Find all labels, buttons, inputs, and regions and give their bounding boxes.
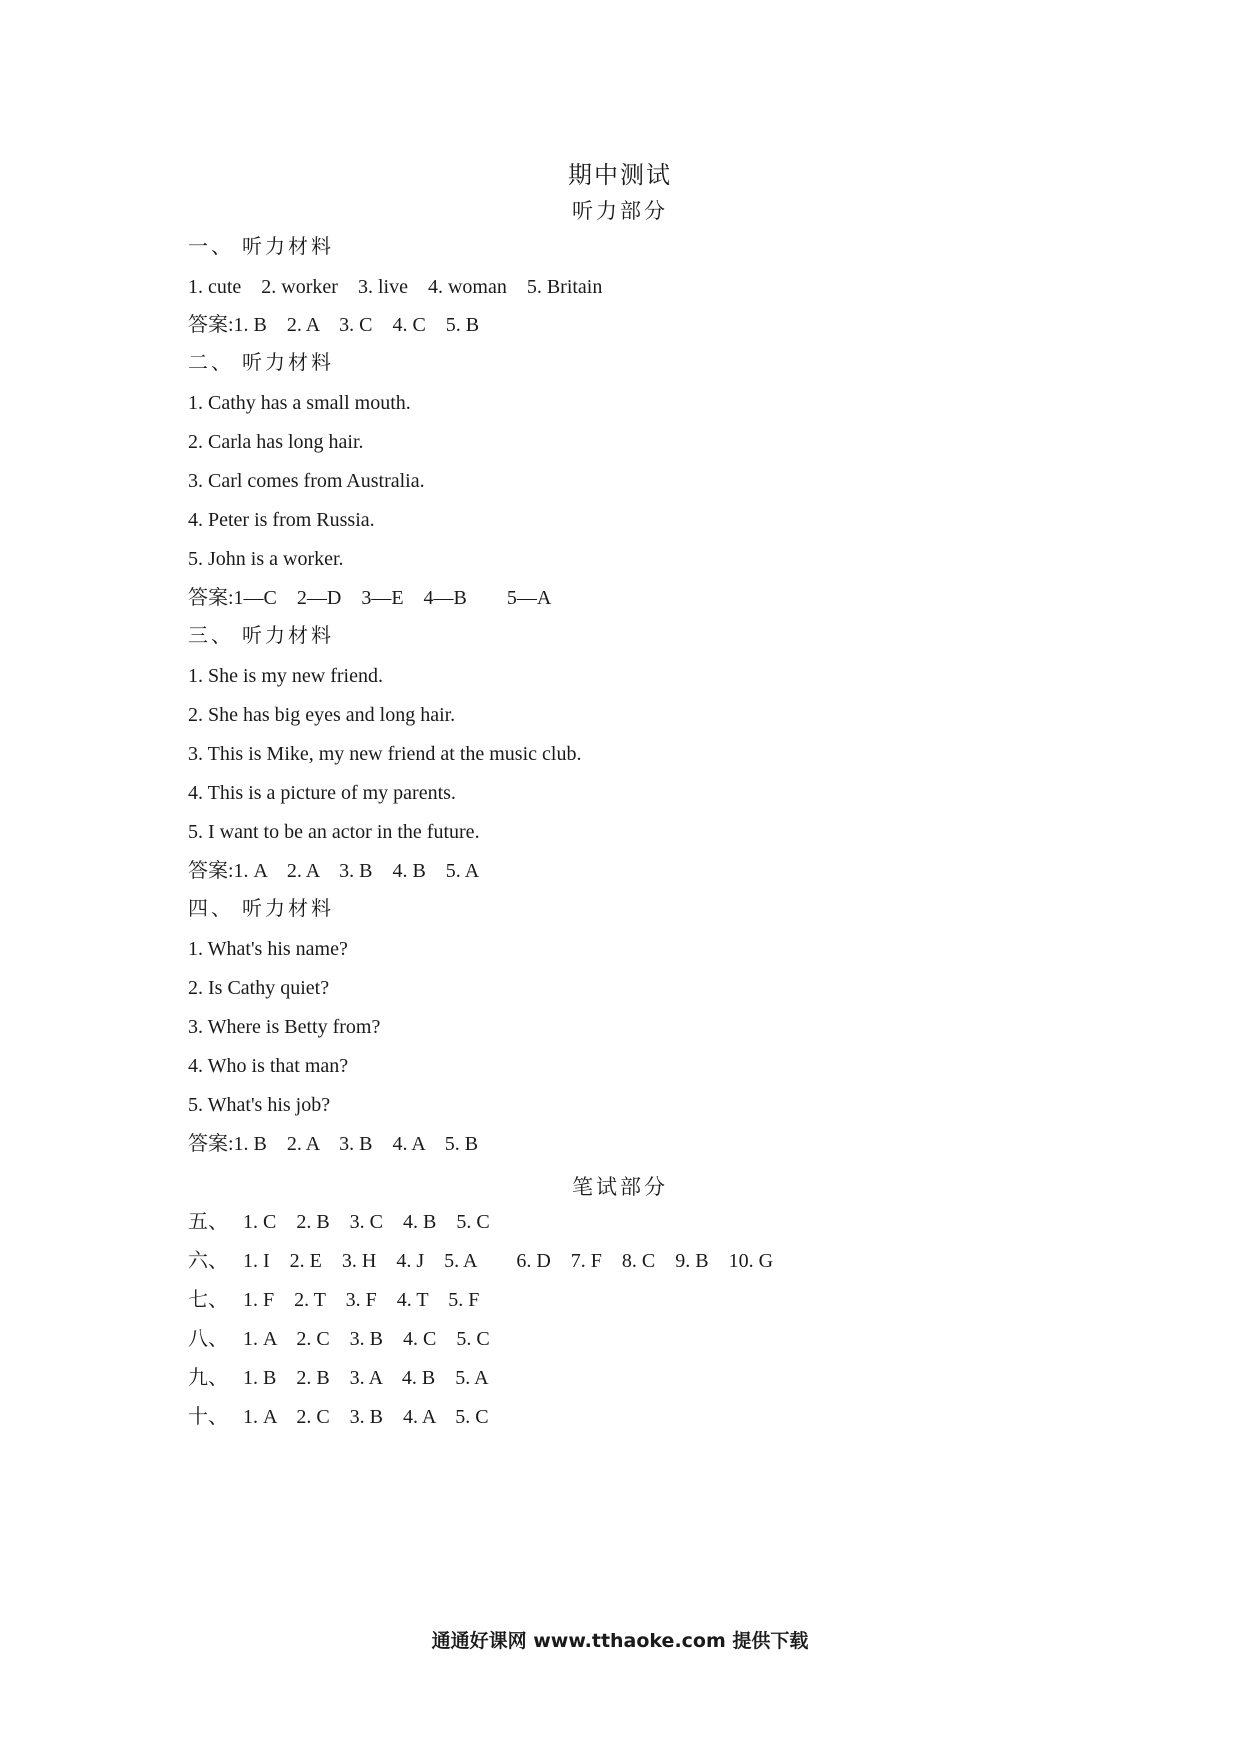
section-3-item: 4. This is a picture of my parents. [188,782,456,804]
section-2-heading: 二、 听力材料 [188,352,334,374]
section-2-item: 1. Cathy has a small mouth. [188,392,411,414]
section-1-heading: 一、 听力材料 [188,236,334,258]
section-4-item: 3. Where is Betty from? [188,1016,381,1038]
section-4-item: 1. What's his name? [188,938,348,960]
section-2-answer: 答案:1—C 2—D 3—E 4—B 5—A [188,587,552,609]
section-2-item: 5. John is a worker. [188,548,344,570]
section-4-item: 4. Who is that man? [188,1055,349,1077]
writing-answer-row: 五、 1. C 2. B 3. C 4. B 5. C [188,1211,490,1233]
section-3-item: 1. She is my new friend. [188,665,383,687]
writing-part-heading: 笔试部分 [572,1175,668,1199]
section-4-item: 2. Is Cathy quiet? [188,977,330,999]
section-1-answer: 答案:1. B 2. A 3. C 4. C 5. B [188,314,480,336]
section-3-answer: 答案:1. A 2. A 3. B 4. B 5. A [188,860,480,882]
page-title: 期中测试 [568,163,672,189]
section-4-item: 5. What's his job? [188,1094,331,1116]
footer-source-text: 通通好课网 www.tthaoke.com 提供下载 [431,1630,809,1652]
writing-answer-row: 六、 1. I 2. E 3. H 4. J 5. A 6. D 7. F 8. C 9. B 10. G [188,1250,774,1272]
section-2-item: 4. Peter is from Russia. [188,509,375,531]
writing-answer-row: 十、 1. A 2. C 3. B 4. A 5. C [188,1406,489,1428]
section-4-heading: 四、 听力材料 [188,898,334,920]
section-3-item: 2. She has big eyes and long hair. [188,704,456,726]
writing-answer-row: 八、 1. A 2. C 3. B 4. C 5. C [188,1328,490,1350]
writing-answer-row: 七、 1. F 2. T 3. F 4. T 5. F [188,1289,480,1311]
section-2-item: 2. Carla has long hair. [188,431,364,453]
section-3-heading: 三、 听力材料 [188,625,334,647]
section-3-item: 3. This is Mike, my new friend at the music club. [188,743,582,765]
listening-part-heading: 听力部分 [572,199,668,223]
section-4-answer: 答案:1. B 2. A 3. B 4. A 5. B [188,1133,479,1155]
section-2-item: 3. Carl comes from Australia. [188,470,425,492]
section-1-words: 1. cute 2. worker 3. live 4. woman 5. Britain [188,276,603,298]
writing-answer-row: 九、 1. B 2. B 3. A 4. B 5. A [188,1367,489,1389]
section-3-item: 5. I want to be an actor in the future. [188,821,480,843]
